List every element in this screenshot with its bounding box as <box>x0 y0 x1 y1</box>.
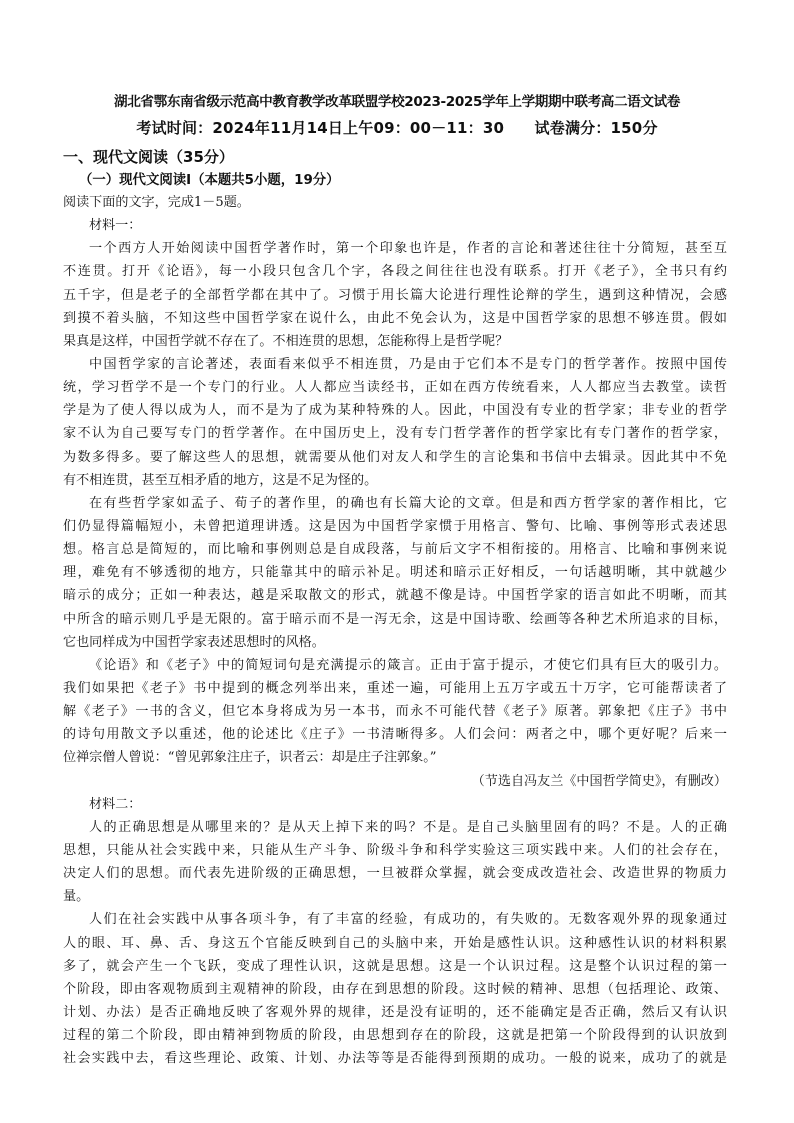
text-line: 的诗句用散文予以重述，他的论述比《庄子》一书清晰得多。人们会问：两者之中，哪个更好呢？后来一 <box>63 727 727 743</box>
text-line: 在有些哲学家如孟子、荀子的著作里，的确也有长篇大论的文章。但是和西方哲学家的著作相比，它 <box>89 495 727 511</box>
text-line: 想。格言总是简短的，而比喻和事例则总是自成段落，与前后文字不相衔接的。用格言、比喻和事例来说 <box>63 542 727 558</box>
text-line: 到摸不着头脑，不知这些中国哲学家在说什么，由此不免会认为，这是中国哲学家的思想不够连贯。假如 <box>63 310 727 326</box>
text-line: 计划、办法）是否正确地反映了客观外界的规律，还是没有证明的，还不能确定是否正确，然后又有认识 <box>63 1004 727 1020</box>
text-line: 思想，只能从社会实践中来，只能从生产斗争、阶级斗争和科学实验这三项实践中来。人们的社会存在， <box>63 842 727 858</box>
exam-title: 湖北省鄂东南省级示范高中教育教学改革联盟学校2023-2025学年上学期期中联考高二语文试卷 <box>114 94 680 110</box>
text-line: 果真是这样，中国哲学就不存在了。不相连贯的思想，怎能称得上是哲学呢？ <box>63 333 509 349</box>
text-line: 暗示的成分；正如一种表达，越是采取散文的形式，就越不像是诗。中国哲学家的语言如此不明晰，而其 <box>63 588 727 604</box>
text-line: 有不相连贯，甚至互相矛盾的地方，这是不足为怪的。 <box>63 472 378 488</box>
text-line: 阅读下面的文字，完成1－5题。 <box>63 195 250 210</box>
exam-info: 考试时间：2024年11月14日上午09：00－11：30 试卷满分：150分 <box>136 119 658 137</box>
text-line: 中国哲学家的言论著述，表面看来似乎不相连贯，乃是由于它们本不是专门的哲学著作。按照中国传 <box>89 356 727 372</box>
text-line: 学是为了使人得以成为人，而不是为了成为某种特殊的人。因此，中国没有专业的哲学家；非专业的哲学 <box>63 403 727 419</box>
text-line: 不连贯。打开《论语》，每一小段只包含几个字，各段之间往往也没有联系。打开《老子》，全书只有约 <box>63 264 727 280</box>
text-line: 为数多得多。要了解这些人的思想，就需要从他们对友人和学生的言论集和书信中去辑录。因此其中不免 <box>63 449 727 465</box>
text-line: 《论语》和《老子》中的简短词句是充满提示的箴言。正由于富于提示，才使它们具有巨大的吸引力。 <box>89 657 727 673</box>
text-line: 人的眼、耳、鼻、舌、身这五个官能反映到自己的头脑中来，开始是感性认识。这种感性认识的材料积累 <box>63 935 727 951</box>
section-heading: 一、现代文阅读（35分） <box>63 148 234 166</box>
reading-passage <box>63 191 727 1070</box>
text-line: 统，学习哲学不是一个专门的行业。人人都应当读经书，正如在西方传统看来，人人都应当去教堂。读哲 <box>63 380 727 396</box>
text-line: 量。 <box>63 889 90 905</box>
text-line: 解《老子》一书的含义，但它本身将成为另一本书，而永不可能代替《老子》原著。郭象把《庄子》书中 <box>63 704 727 720</box>
text-line: 材料二： <box>89 796 142 812</box>
text-line: 多了，就会产生一个飞跃，变成了理性认识，这就是思想。这是一个认识过程。这是整个认识过程的第一 <box>63 958 727 974</box>
text-line: 一个西方人开始阅读中国哲学著作时，第一个印象也许是，作者的言论和著述往往十分简短，甚至互 <box>89 241 727 257</box>
text-line: 人们在社会实践中从事各项斗争，有了丰富的经验，有成功的，有失败的。无数客观外界的现象通过 <box>89 912 727 928</box>
text-line: 理，难免有不够透彻的地方，只能靠其中的暗示补足。明述和暗示正好相反，一句话越明晰，其中就越少 <box>63 565 727 581</box>
text-line: 人的正确思想是从哪里来的？是从天上掉下来的吗？不是。是自己头脑里固有的吗？不是。人的正确 <box>89 819 727 835</box>
text-line: 材料一： <box>89 218 142 234</box>
text-line: 决定人们的思想。而代表先进阶级的正确思想，一旦被群众掌握，就会变成改造社会、改造世界的物质力 <box>63 866 727 882</box>
text-line: 个阶段，即由客观物质到主观精神的阶段，由存在到思想的阶段。这时候的精神、思想（包括理论、政策、 <box>63 981 727 997</box>
text-line: 中所含的暗示则几乎是无限的。富于暗示而不是一泻无余，这是中国诗歌、绘画等各种艺术所追求的目标， <box>63 611 727 627</box>
text-line: 们仍显得篇幅短小，未曾把道理讲透。这是因为中国哲学家惯于用格言、警句、比喻、事例等形式表述思 <box>63 518 727 534</box>
subsection-heading: （一）现代文阅读Ⅰ（本题共5小题，19分） <box>79 173 340 188</box>
text-line: 五千字，但是老子的全部哲学都在其中了。习惯于用长篇大论进行理性论辩的学生，遇到这种情况，会感 <box>63 287 727 303</box>
text-line: 社会实践中去，看这些理论、政策、计划、办法等等是否能得到预期的成功。一般的说来，成功了的就是 <box>63 1051 727 1067</box>
text-line: 它也同样成为中国哲学家表述思想时的风格。 <box>63 634 325 650</box>
text-line: 位禅宗僧人曾说：“曾见郭象注庄子，识者云：却是庄子注郭象。” <box>63 750 437 766</box>
text-line: 过程的第二个阶段，即由精神到物质的阶段，由思想到存在的阶段，这就是把第一个阶段得到的认识放到 <box>63 1028 727 1044</box>
source-citation: （节选自冯友兰《中国哲学简史》，有删改） <box>471 773 727 789</box>
text-line: 我们如果把《老子》书中提到的概念列举出来，重述一遍，可能用上五万字或五十万字，它可能帮读者了 <box>63 680 727 696</box>
text-line: 家不认为自己要写专门的哲学著作。在中国历史上，没有专门哲学著作的哲学家比有专门著作的哲学家， <box>63 426 727 442</box>
